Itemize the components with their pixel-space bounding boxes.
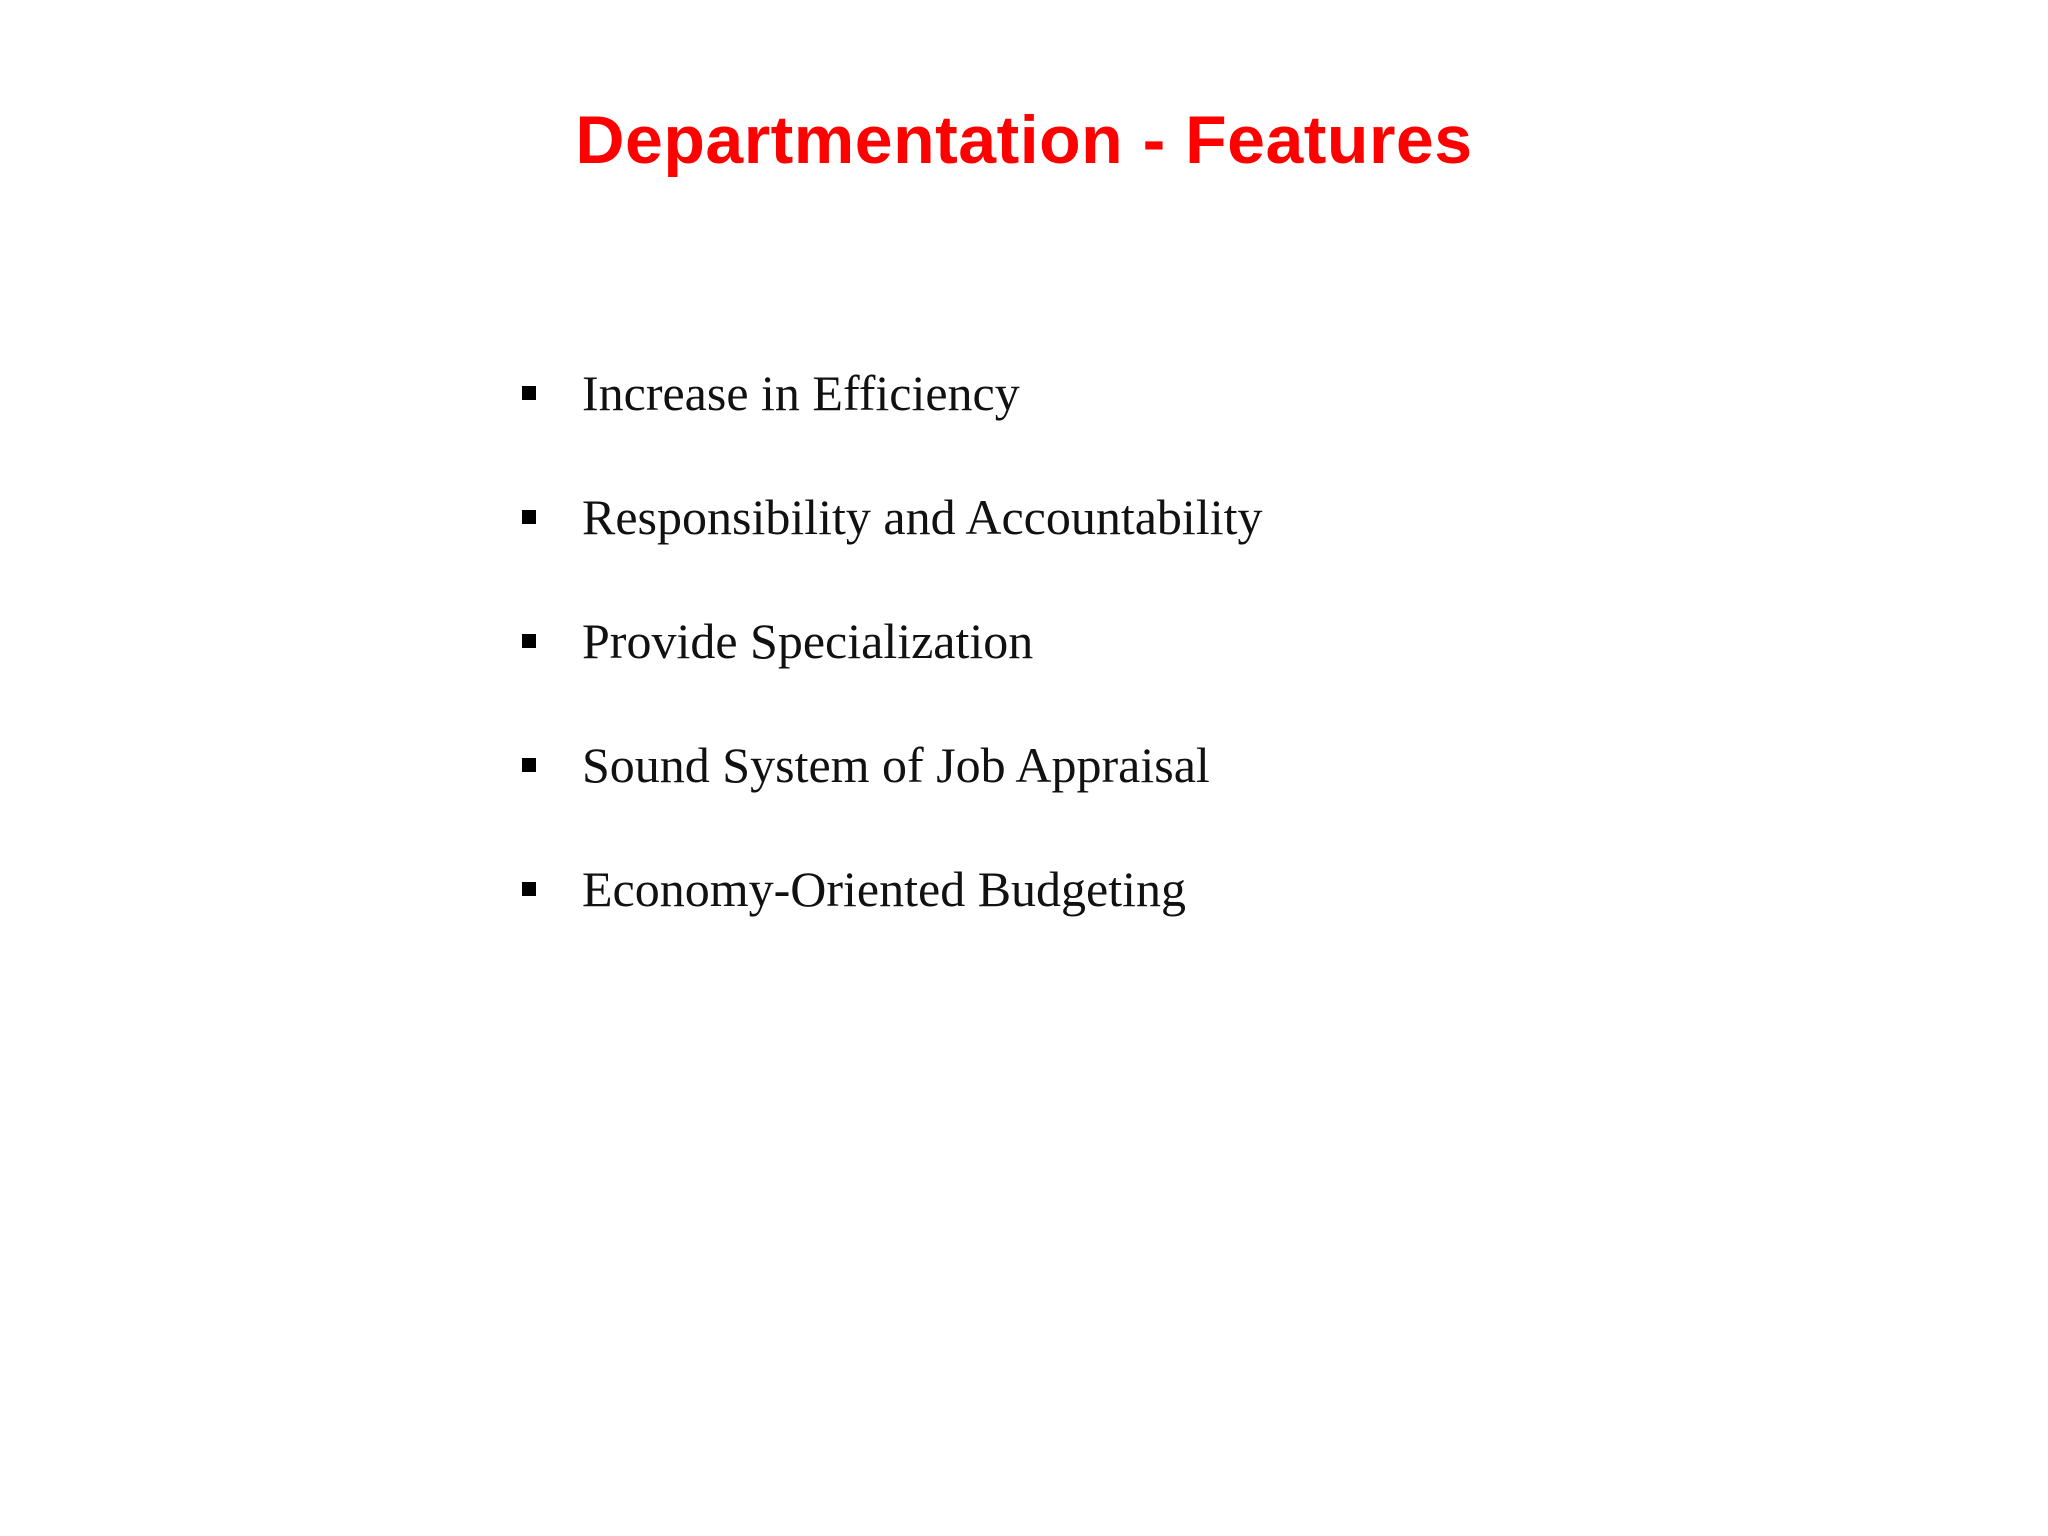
square-bullet-icon [522,882,536,896]
slide-title: Departmentation - Features [575,102,1473,178]
square-bullet-icon [522,510,536,524]
square-bullet-icon [522,758,536,772]
bullet-text: Provide Specialization [582,613,1034,669]
bullet-item [522,854,1186,924]
bullet-text: Responsibility and Accountability [582,489,1263,545]
bullet-text: Increase in Efficiency [582,365,1020,421]
bullet-text: Economy-Oriented Budgeting [582,861,1187,917]
bullet-item [522,606,1033,676]
bullet-item [522,482,1263,552]
bullet-text: Sound System of Job Appraisal [582,737,1210,793]
square-bullet-icon [522,634,536,648]
bullet-item [522,358,1020,428]
bullet-item [522,730,1210,800]
square-bullet-icon [522,386,536,400]
